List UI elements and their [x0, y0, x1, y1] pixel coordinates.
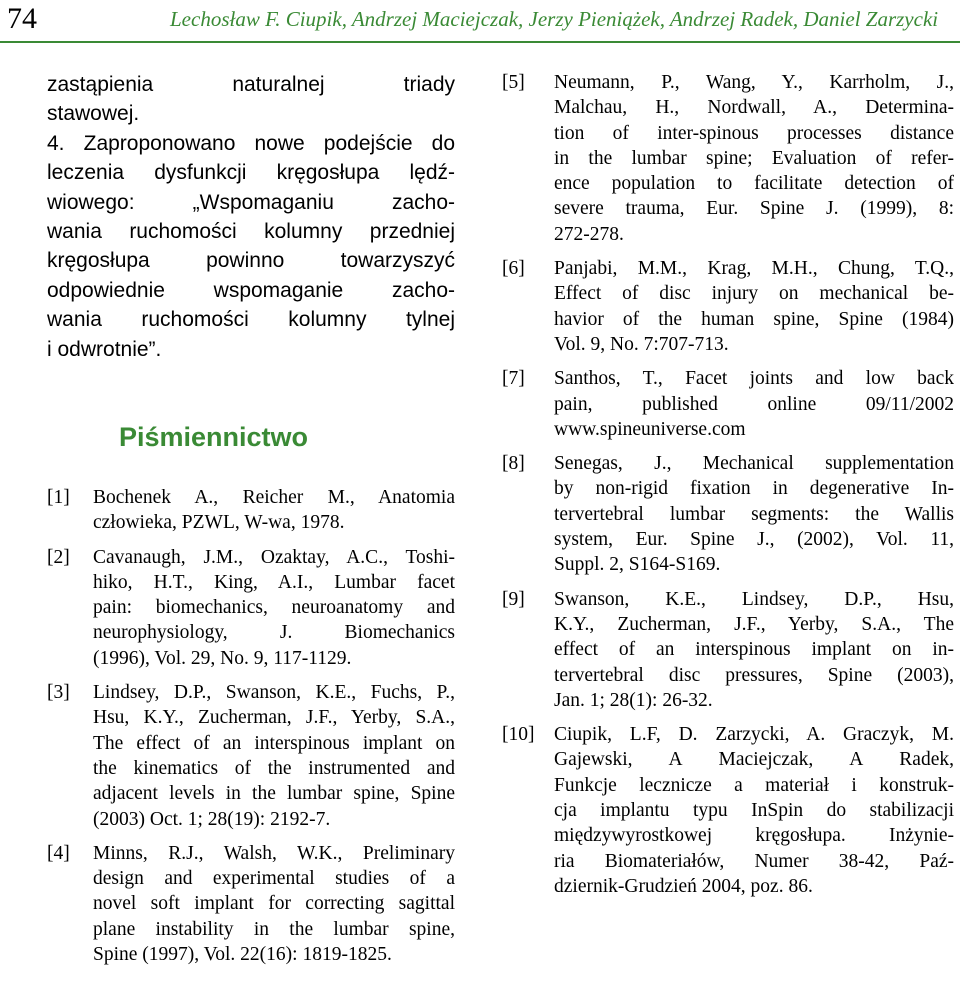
reference-line: dziernik-Grudzień 2004, poz. 86. — [554, 875, 813, 897]
running-head: Lechosław F. Ciupik, Andrzej Maciejczak, Jerzy Pieniążek, Andrzej Radek, Daniel Zarzycki — [170, 7, 939, 31]
reference-line: plane instability in the lumbar spine, — [93, 918, 455, 940]
reference-line: hiko, H.T., King, A.I., Lumbar facet — [93, 571, 455, 593]
reference-line: Malchau, H., Nordwall, A., Determina- — [554, 97, 954, 119]
reference-text — [93, 680, 455, 832]
reference-line: Suppl. 2, S164-S169. — [554, 554, 721, 576]
reference-number: [7] — [502, 368, 525, 390]
reference-number: [5] — [502, 72, 525, 93]
body-paragraph — [47, 70, 455, 364]
reference-line: severe trauma, Eur. Spine J. (1999), 8: — [554, 198, 954, 220]
reference-line: effect of an interspinous implant on in- — [554, 639, 954, 661]
reference-line: Gajewski, A Maciejczak, A Radek, — [554, 749, 954, 771]
reference-line: cja implantu typu InSpin do stabilizacji — [554, 800, 954, 822]
reference-number: [8] — [502, 453, 525, 475]
reference-text — [93, 545, 455, 671]
header-rule — [0, 41, 960, 43]
reference-line: tion of inter-spinous processes distance — [554, 122, 954, 144]
reference-entry — [502, 722, 954, 899]
reference-text — [93, 485, 455, 536]
reference-line: Santhos, T., Facet joints and low back — [554, 368, 954, 390]
reference-number: [10] — [502, 724, 535, 746]
reference-line: tervertebral disc pressures, Spine (2003), — [554, 664, 954, 686]
reference-line: 272-278. — [554, 223, 624, 245]
reference-line: design and experimental studies of a — [93, 868, 455, 890]
reference-text — [554, 722, 954, 899]
reference-line: tervertebral lumbar segments: the Wallis — [554, 503, 954, 525]
reference-line: (1996), Vol. 29, No. 9, 117-1129. — [93, 647, 352, 669]
reference-entry — [502, 366, 954, 442]
reference-line: havior of the human spine, Spine (1984) — [554, 308, 954, 330]
reference-list-right — [502, 70, 954, 899]
body-line: wania ruchomości kolumny przedniej — [47, 219, 455, 243]
reference-line: ria Biomateriałów, Numer 38-42, Paź- — [554, 850, 954, 872]
left-column — [47, 70, 455, 966]
reference-line: Panjabi, M.M., Krag, M.H., Chung, T.Q., — [554, 258, 954, 280]
reference-line: Effect of disc injury on mechanical be- — [554, 283, 954, 305]
reference-entry — [502, 451, 954, 577]
reference-entry — [502, 70, 954, 247]
reference-text — [554, 366, 954, 442]
reference-line: Senegas, J., Mechanical supplementation — [554, 453, 954, 475]
reference-line: the kinematics of the instrumented and — [93, 757, 455, 779]
reference-line: neurophysiology, J. Biomechanics — [93, 622, 455, 644]
body-line: zastąpienia naturalnej triady — [47, 73, 455, 96]
reference-line: novel soft implant for correcting sagittal — [93, 893, 455, 915]
reference-line: in the lumbar spine; Evaluation of refer- — [554, 147, 954, 169]
reference-line: Spine (1997), Vol. 22(16): 1819-1825. — [93, 944, 392, 966]
page-header — [0, 0, 960, 50]
reference-text — [554, 70, 954, 247]
page-number: 74 — [7, 2, 37, 35]
reference-line: Neumann, P., Wang, Y., Karrholm, J., — [554, 72, 954, 93]
reference-text — [93, 841, 455, 967]
section-heading: Piśmiennictwo — [119, 422, 309, 452]
reference-line: międzywyrostkowej kręgosłupa. Inżynie- — [554, 825, 954, 847]
reference-line: K.Y., Zucherman, J.F., Yerby, S.A., The — [554, 613, 954, 635]
reference-line: Vol. 9, No. 7:707-713. — [554, 333, 729, 355]
reference-line: Ciupik, L.F, D. Zarzycki, A. Graczyk, M. — [554, 724, 954, 746]
body-line: i odwrotnie”. — [47, 337, 162, 361]
reference-line: Bochenek A., Reicher M., Anatomia — [93, 487, 455, 508]
reference-entry — [47, 545, 455, 671]
reference-list-left — [47, 485, 455, 967]
body-line: kręgosłupa powinno towarzyszyć — [47, 249, 455, 273]
body-line: 4. Zaproponowano nowe podejście do — [47, 131, 455, 155]
reference-number: [3] — [47, 682, 70, 704]
body-line: stawowej. — [47, 102, 140, 126]
reference-entry — [47, 485, 455, 536]
reference-number: [4] — [47, 842, 70, 864]
reference-line: (2003) Oct. 1; 28(19): 2192-7. — [93, 808, 331, 830]
reference-number: [2] — [47, 546, 70, 568]
reference-line: ence population to facilitate detection of — [554, 173, 954, 195]
reference-line: Minns, R.J., Walsh, W.K., Preliminary — [93, 842, 455, 864]
reference-line: Hsu, K.Y., Zucherman, J.F., Yerby, S.A., — [93, 707, 455, 729]
reference-line: Swanson, K.E., Lindsey, D.P., Hsu, — [554, 588, 954, 610]
body-line: wania ruchomości kolumny tylnej — [47, 308, 455, 332]
reference-entry — [47, 680, 455, 832]
reference-entry — [502, 587, 954, 713]
reference-line: człowieka, PZWL, W-wa, 1978. — [93, 512, 345, 534]
reference-line: Jan. 1; 28(1): 26-32. — [554, 689, 713, 711]
reference-text — [554, 256, 954, 357]
reference-line: www.spineuniverse.com — [554, 418, 746, 440]
reference-number: [1] — [47, 487, 70, 508]
reference-text — [554, 451, 954, 577]
reference-line: Cavanaugh, J.M., Ozaktay, A.C., Toshi- — [93, 546, 455, 568]
reference-text — [554, 587, 954, 713]
reference-line: Funkcje lecznicze a materiał i konstruk- — [554, 774, 954, 796]
body-line: wiowego: „Wspomaganiu zacho- — [47, 190, 455, 214]
reference-line: system, Eur. Spine J., (2002), Vol. 11, — [554, 529, 954, 551]
reference-number: [9] — [502, 588, 525, 610]
body-line: leczenia dysfunkcji kręgosłupa lędź- — [47, 161, 455, 185]
reference-line: pain, published online 09/11/2002 — [554, 393, 954, 415]
reference-line: Lindsey, D.P., Swanson, K.E., Fuchs, P., — [93, 682, 455, 704]
reference-line: pain: biomechanics, neuroanatomy and — [93, 597, 455, 619]
body-line: odpowiednie wspomaganie zacho- — [47, 278, 455, 302]
reference-line: by non-rigid fixation in degenerative In- — [554, 478, 954, 500]
reference-entry — [47, 841, 455, 967]
reference-entry — [502, 256, 954, 357]
reference-line: The effect of an interspinous implant on — [93, 732, 455, 754]
reference-line: adjacent levels in the lumbar spine, Spine — [93, 783, 455, 805]
reference-number: [6] — [502, 258, 525, 280]
